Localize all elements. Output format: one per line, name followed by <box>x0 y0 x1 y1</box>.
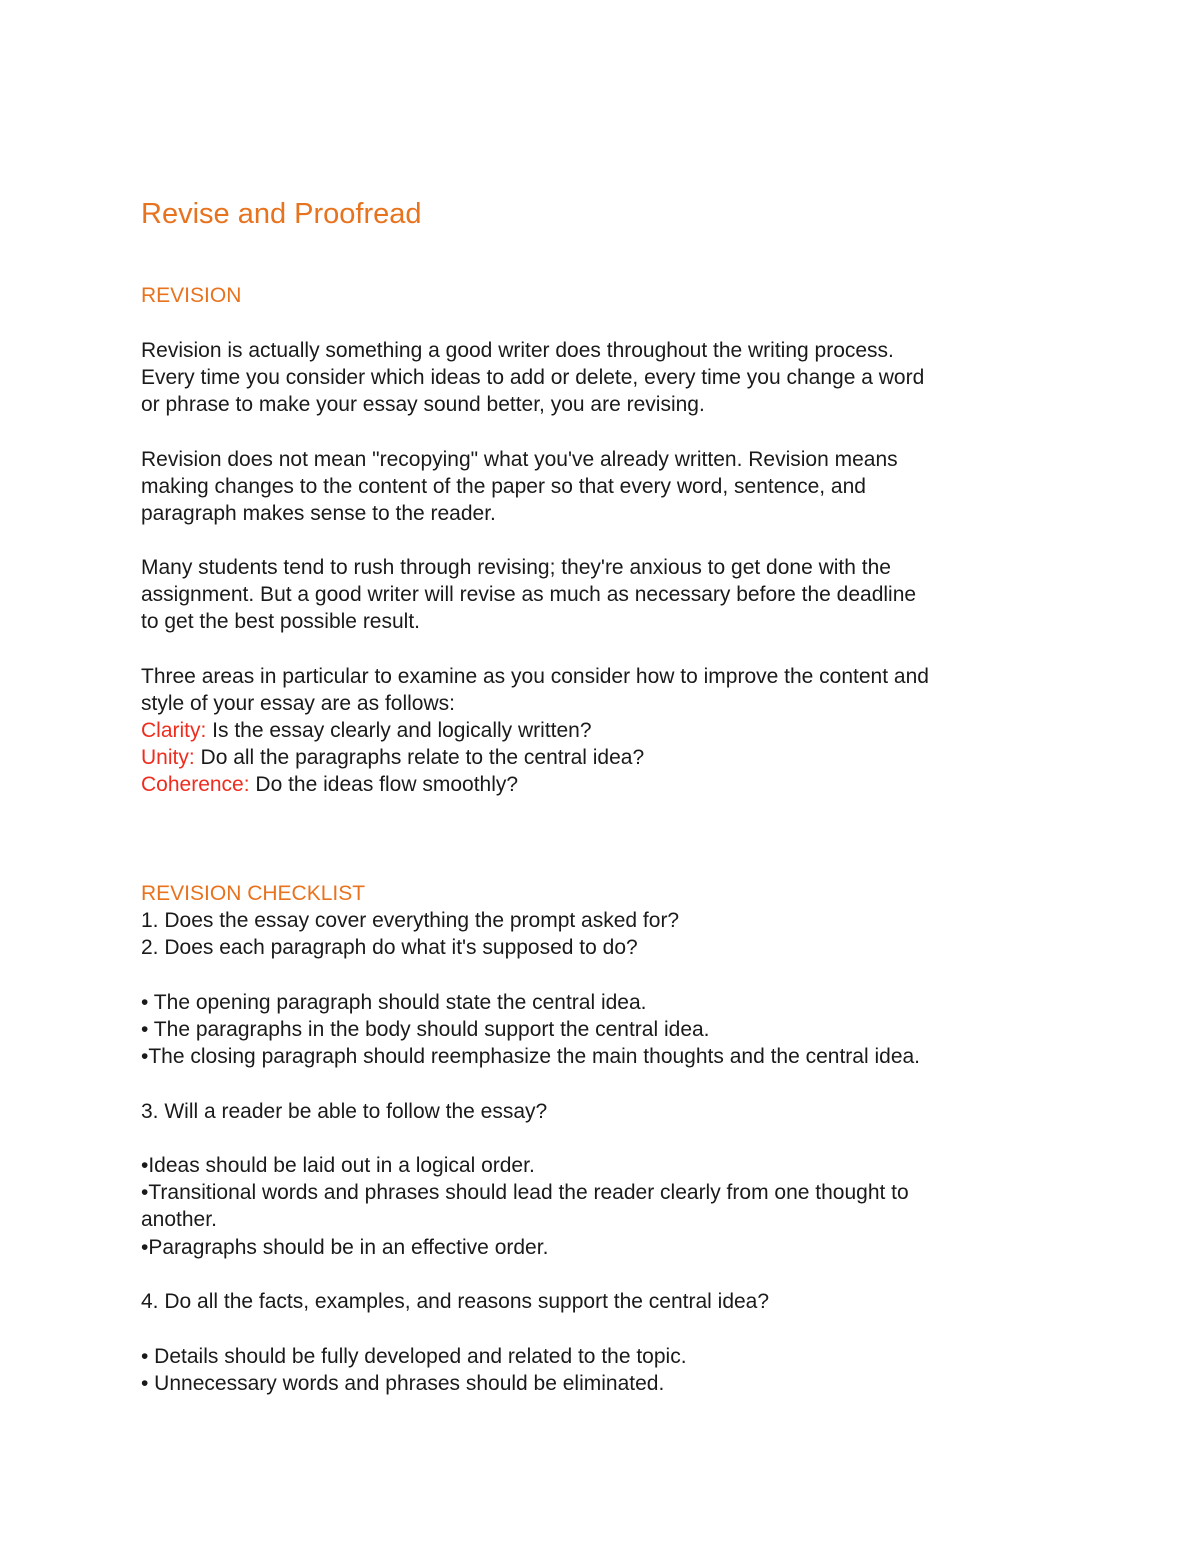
checklist-question: 2. Does each paragraph do what it's supposed to do? <box>141 936 638 959</box>
paragraph-line: making changes to the content of the paper so that every word, sentence, and <box>141 475 866 498</box>
checklist-bullet: • Details should be fully developed and related to the topic. <box>141 1345 687 1368</box>
checklist-bullet: •Paragraphs should be in an effective order. <box>141 1236 549 1259</box>
area-text: Is the essay clearly and logically written? <box>206 719 592 742</box>
area-text: Do all the paragraphs relate to the central idea? <box>194 746 645 769</box>
area-term: Coherence: <box>141 773 250 796</box>
area-clarity <box>141 717 592 744</box>
area-text: Do the ideas flow smoothly? <box>249 773 519 796</box>
document-title: Revise and Proofread <box>141 198 422 230</box>
area-term: Unity: <box>141 746 195 769</box>
paragraph-line: paragraph makes sense to the reader. <box>141 502 496 525</box>
paragraph-line: Three areas in particular to examine as you consider how to improve the content and <box>141 665 929 688</box>
area-coherence <box>141 771 518 798</box>
checklist-question: 3. Will a reader be able to follow the essay? <box>141 1100 548 1123</box>
paragraph-line: style of your essay are as follows: <box>141 692 455 715</box>
checklist-question: 4. Do all the facts, examples, and reasons support the central idea? <box>141 1290 770 1313</box>
paragraph-line: to get the best possible result. <box>141 610 420 633</box>
area-term: Clarity: <box>141 719 207 742</box>
checklist-bullet: •Ideas should be laid out in a logical order. <box>141 1154 535 1177</box>
paragraph-line: or phrase to make your essay sound better, you are revising. <box>141 393 705 416</box>
area-unity <box>141 744 644 771</box>
paragraph-line: assignment. But a good writer will revise as much as necessary before the deadline <box>141 583 917 606</box>
checklist-heading: REVISION CHECKLIST <box>141 882 366 905</box>
checklist-bullet: • The opening paragraph should state the central idea. <box>141 991 647 1014</box>
paragraph-line: Every time you consider which ideas to add or delete, every time you change a word <box>141 366 925 389</box>
revision-heading: REVISION <box>141 284 242 307</box>
paragraph-line: Many students tend to rush through revising; they're anxious to get done with the <box>141 556 891 579</box>
checklist-bullet: another. <box>141 1208 217 1231</box>
checklist-bullet: •The closing paragraph should reemphasize the main thoughts and the central idea. <box>141 1045 921 1068</box>
checklist-bullet: •Transitional words and phrases should lead the reader clearly from one thought to <box>141 1181 909 1204</box>
paragraph-line: Revision is actually something a good writer does throughout the writing process. <box>141 339 894 362</box>
checklist-question: 1. Does the essay cover everything the prompt asked for? <box>141 909 680 932</box>
checklist-bullet: • The paragraphs in the body should support the central idea. <box>141 1018 710 1041</box>
paragraph-line: Revision does not mean "recopying" what you've already written. Revision means <box>141 448 898 471</box>
checklist-bullet: • Unnecessary words and phrases should be eliminated. <box>141 1372 665 1395</box>
